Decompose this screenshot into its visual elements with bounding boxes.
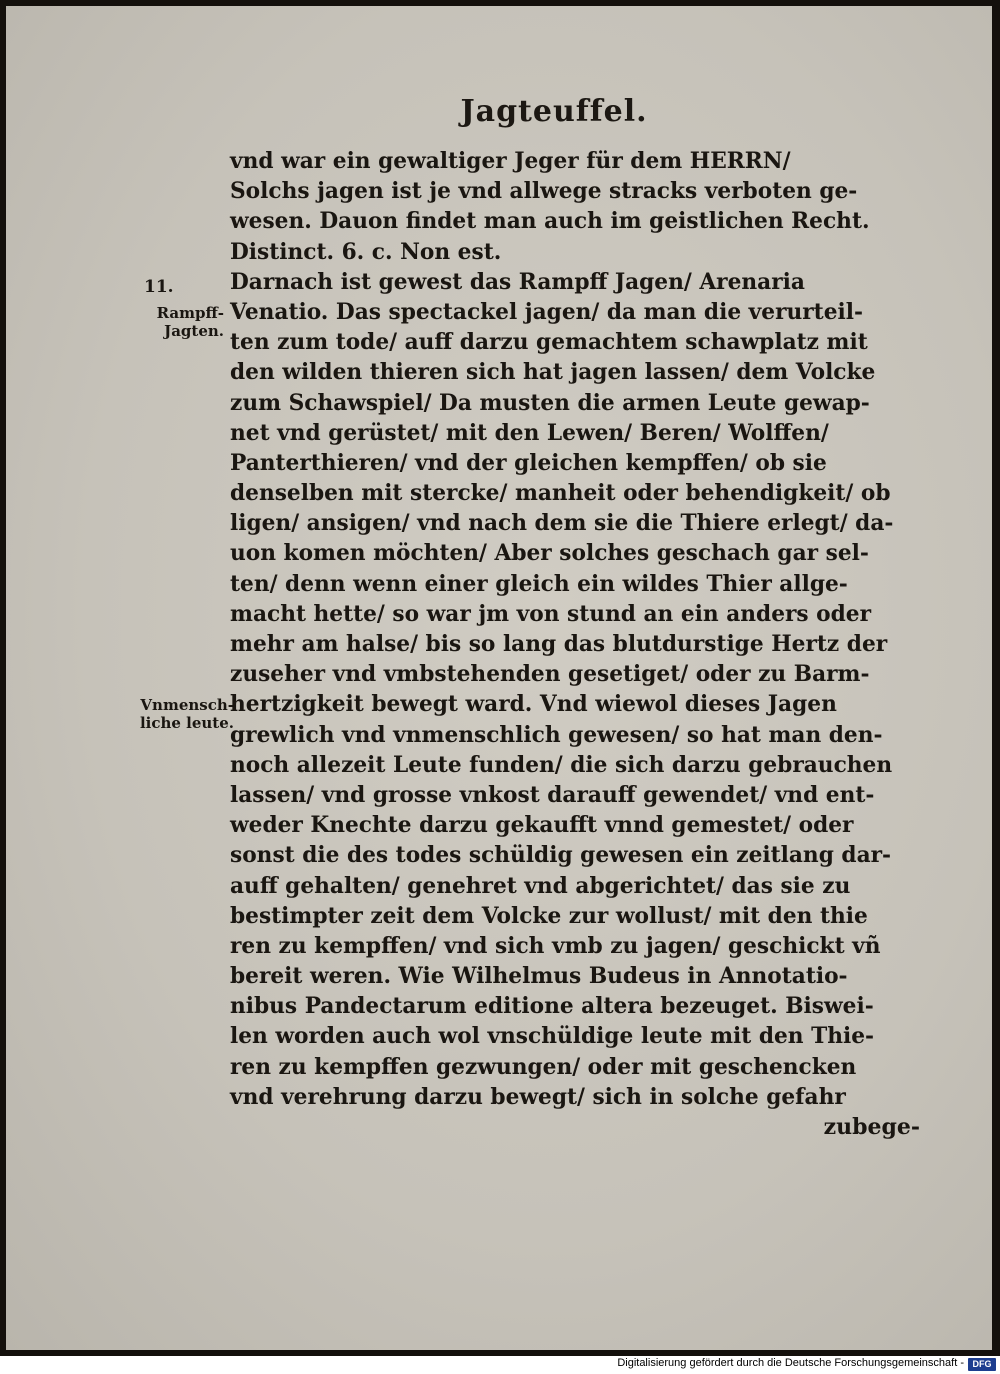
text-line: Darnach ist gewest das Rampff Jagen/ Arenaria — [230, 268, 805, 295]
text-line: mehr am halse/ bis so lang das blutdurstige Hertz der — [230, 631, 888, 657]
text-line: grewlich vnd vnmenschlich gewesen/ so hat man den- — [230, 721, 883, 748]
text-line: ren zu kempffen gezwungen/ oder mit geschencken — [230, 1053, 857, 1080]
text-line: uon komen möchten/ Aber solches geschach gar sel- — [230, 540, 869, 567]
dfg-logo: DFG — [968, 1358, 996, 1371]
text-line: den wilden thieren sich hat jagen lassen/ dem Volcke — [230, 359, 876, 386]
text-line: bestimpter zeit dem Volcke zur wollust/ mit den thie — [230, 902, 868, 929]
text-line: net vnd gerüstet/ mit den Lewen/ Beren/ Wolffen/ — [230, 419, 829, 446]
text-line: nibus Pandectarum editione altera bezeuget. Biswei- — [230, 993, 874, 1020]
text-line: wesen. Dauon findet man auch im geistlichen Recht. — [230, 208, 870, 235]
marginal-note-line: liche leute. — [139, 714, 234, 732]
text-line: hertzigkeit bewegt ward. Vnd wiewol dieses Jagen — [230, 691, 837, 718]
text-line: len worden auch wol vnschüldige leute mit den Thie- — [230, 1023, 875, 1050]
marginal-note-line: Vnmensch- — [140, 696, 234, 714]
text-line: macht hette/ so war jm von stund an ein anders oder — [230, 600, 872, 627]
text-line: ligen/ ansigen/ vnd nach dem sie die Thiere erlegt/ da- — [230, 510, 894, 537]
marginal-number: 11. — [144, 277, 174, 297]
text-line: ren zu kempffen/ vnd sich vmb zu jagen/ geschickt vñ — [230, 932, 881, 959]
footer-bar — [0, 1356, 1000, 1374]
text-line: Solchs jagen ist je vnd allwege stracks verboten ge- — [230, 178, 858, 205]
text-line: weder Knechte darzu gekaufft vnnd gemestet/ oder — [230, 812, 854, 839]
body-text — [230, 146, 930, 1142]
text-line: Panterthieren/ vnd der gleichen kempffen/ ob sie — [230, 449, 827, 476]
text-line: ten zum tode/ auff darzu gemachtem schawplatz mit — [230, 329, 868, 356]
text-line: zubege- — [823, 1114, 920, 1140]
funding-credit: Digitalisierung gefördert durch die Deutsche Forschungsgemeinschaft - — [617, 1357, 964, 1369]
text-line: zuseher vnd vmbstehenden gesetiget/ oder zu Barm- — [230, 661, 870, 688]
text-line: noch allezeit Leute funden/ die sich darzu gebrauchen — [230, 751, 893, 778]
text-line: bereit weren. Wie Wilhelmus Budeus in Annotatio- — [230, 963, 848, 990]
text-line: lassen/ vnd grosse vnkost darauff gewendet/ vnd ent- — [230, 781, 875, 808]
text-line: auff gehalten/ genehret vnd abgerichtet/ das sie zu — [230, 872, 851, 899]
book-page — [6, 6, 992, 1350]
text-line: vnd verehrung darzu bewegt/ sich in solche gefahr — [230, 1083, 846, 1110]
text-line: vnd war ein gewaltiger Jeger für dem HERRN/ — [230, 148, 791, 174]
text-line: Venatio. Das spectackel jagen/ da man die verurteil- — [230, 298, 863, 325]
text-line: ten/ denn wenn einer gleich ein wildes Thier allge- — [230, 570, 848, 597]
running-header: Jagteuffel. — [460, 94, 648, 129]
text-line: sonst die des todes schüldig gewesen ein zeitlang dar- — [230, 842, 892, 869]
text-line: zum Schawspiel/ Da musten die armen Leute gewap- — [230, 389, 870, 416]
marginal-note-line: Rampff- — [156, 304, 224, 322]
text-line: Distinct. 6. c. Non est. — [230, 238, 502, 265]
marginal-note-vnmenschliche-leute — [112, 696, 234, 732]
marginal-note-rampff-jagten — [120, 304, 224, 340]
marginal-note-line: Jagten. — [164, 322, 224, 340]
text-line: denselben mit stercke/ manheit oder behendigkeit/ ob — [230, 480, 891, 507]
